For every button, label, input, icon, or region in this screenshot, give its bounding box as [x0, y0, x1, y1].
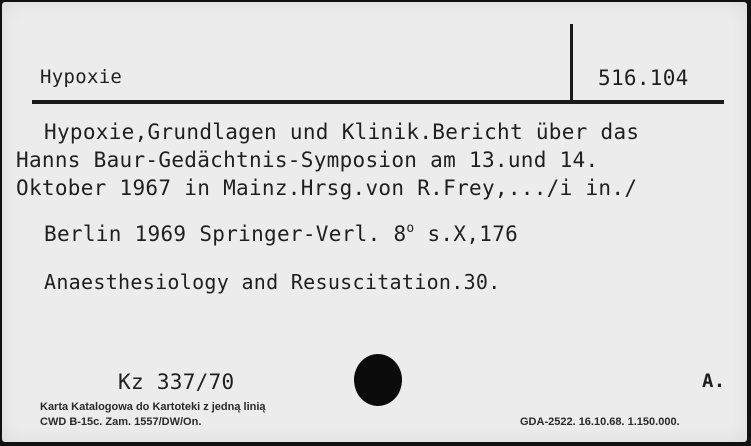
- title-line-1: Hypoxie,Grundlagen und Klinik.Bericht über das: [44, 120, 640, 144]
- shelf-mark: Kz 337/70: [118, 370, 235, 394]
- printer-info: GDA-2522. 16.10.68. 1.150.000.: [520, 416, 680, 428]
- title-line-2: Hanns Baur-Gedächtnis-Symposion am 13.und 14.: [16, 148, 599, 172]
- card-form-caption: Karta Katalogowa do Kartoteki z jedną linią: [40, 401, 266, 413]
- call-number: 516.104: [598, 66, 689, 90]
- heading-rule: [32, 100, 724, 104]
- card-form-order: CWD B-15c. Zam. 1557/DW/On.: [40, 416, 202, 428]
- collation-text: s.X,176: [414, 222, 519, 246]
- series-statement: Anaesthesiology and Resuscitation.30.: [44, 270, 501, 294]
- vertical-divider: [570, 24, 573, 102]
- letter-mark: A.: [702, 370, 726, 392]
- imprint-text: Berlin 1969 Springer-Verl. 8: [44, 222, 407, 246]
- catalog-card: [2, 2, 747, 442]
- subject-heading: Hypoxie: [40, 66, 123, 88]
- imprint-line: [44, 222, 518, 246]
- format-superscript: o: [406, 221, 415, 236]
- title-line-3: Oktober 1967 in Mainz.Hrsg.von R.Frey,.../i in./: [16, 176, 638, 200]
- punch-hole: [354, 354, 402, 406]
